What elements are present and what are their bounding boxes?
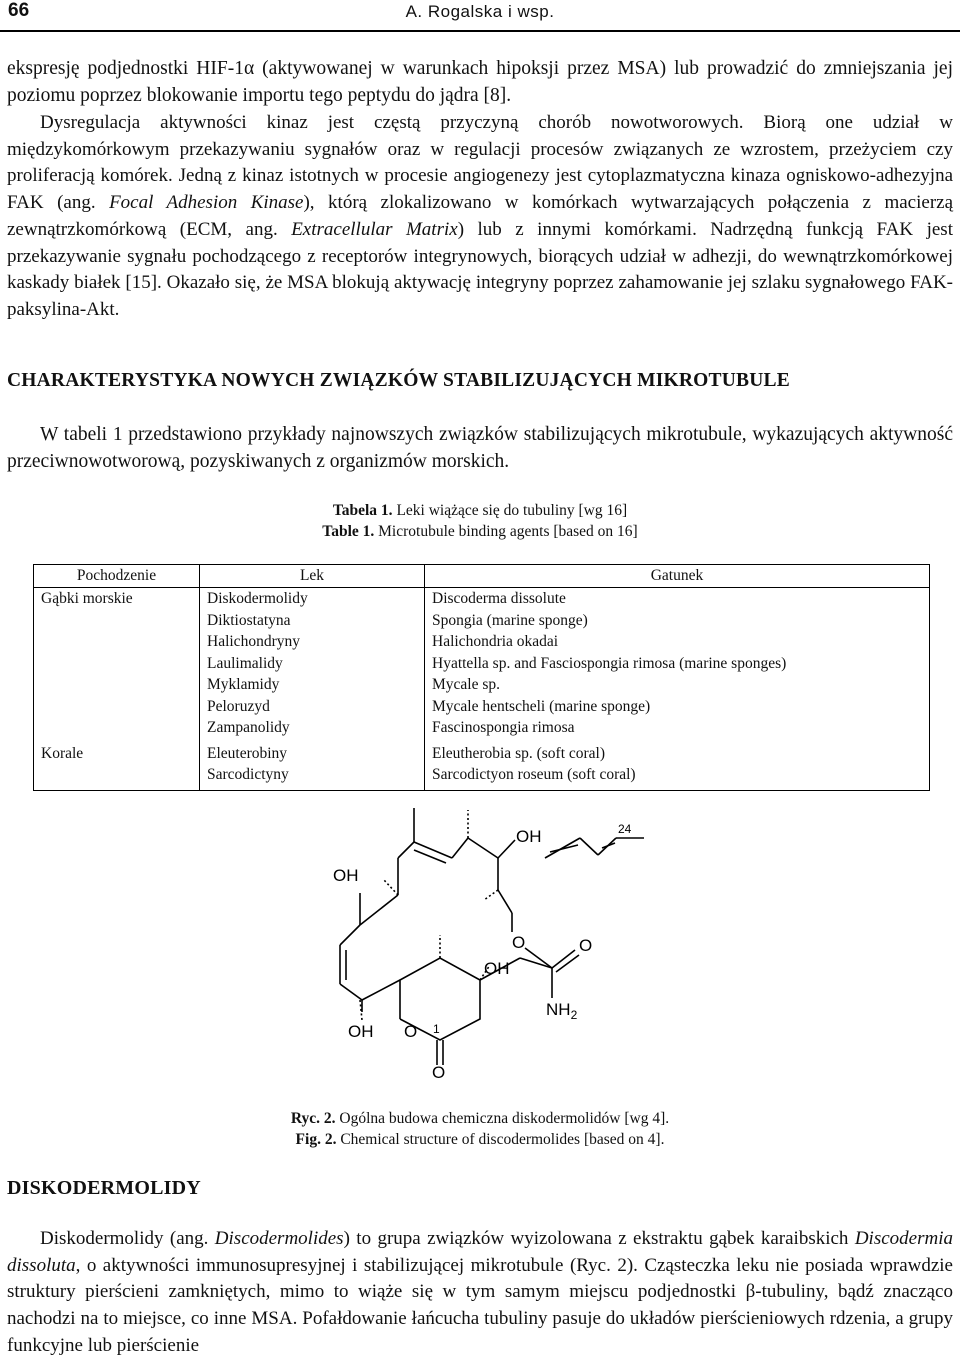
- drug-name: Eleuterobiny: [207, 744, 288, 762]
- section-2-paragraph: [7, 1226, 953, 1360]
- ester-oxygen-label: O: [512, 933, 526, 952]
- carbonyl-oxygen-label: O: [579, 936, 593, 955]
- drug-name: Peloruzyd: [207, 697, 270, 715]
- term-discodermolides: Discodermolides: [214, 1228, 344, 1249]
- chain-bond: [580, 838, 598, 855]
- carbamate-bond: [525, 948, 552, 968]
- chain-bond: [362, 980, 400, 1000]
- oh-label: OH: [333, 866, 359, 885]
- double-bond: [602, 843, 615, 848]
- structure-labels: [333, 822, 632, 1082]
- table-header-origin: Pochodzenie: [34, 565, 200, 588]
- chain-bond: [498, 890, 512, 913]
- chain-bond: [545, 838, 580, 858]
- figure-caption-pl-label: Ryc. 2.: [290, 1110, 336, 1127]
- term-discodermia-dissoluta: Discodermia dissoluta: [7, 1228, 953, 1276]
- section-1-paragraph: W tabeli 1 przedstawiono przykłady najnowszych związków stabilizujących mikrotubule, wykazujących aktywność przeciwnowotworową, pozyskiwanych z organizmów morskich.: [7, 424, 953, 472]
- table-caption-pl-label: Tabela 1.: [332, 502, 393, 519]
- figure-caption-pl-text: Ogólna budowa chemiczna diskodermolidów [wg 4].: [339, 1110, 670, 1127]
- oh-label: OH: [484, 959, 510, 978]
- drug-name: Laulimalidy: [207, 654, 283, 672]
- term-extracellular-matrix: Extracellular Matrix: [291, 218, 458, 240]
- hashed-bond: [484, 890, 498, 900]
- section-2-part-c: , o aktywności immunosupresyjnej i stabilizującej mikrotubule (Ryc. 2). Cząsteczka leku nie posiada wprawdzie struktury pierścieni zamkniętych, mimo to wiąże się w tym samym miejscu podjednostki β-tubuliny, bądź znacząco nachodzi na to miejsce, co inne MSA. Pofałdowanie łańcucha tubuliny pasuje do układów pierścieniowych rdzenia, a grupy funkcyjne lub pierścienie: [7, 1254, 953, 1356]
- chain-bond: [498, 840, 515, 858]
- chain-bond: [520, 958, 552, 968]
- species-name: Mycale hentscheli (marine sponge): [432, 697, 651, 715]
- chain-bond: [360, 895, 398, 925]
- page-number: 66: [8, 0, 30, 21]
- figure-caption-pl: [0, 1108, 960, 1129]
- oh-label: OH: [516, 827, 542, 846]
- table-caption-en-text: Microtubule binding agents [based on 16]: [378, 523, 638, 540]
- carbamate-bond: [556, 955, 579, 972]
- running-title: A. Rogalska i wsp.: [405, 2, 555, 21]
- figure-caption-en-label: Fig. 2.: [295, 1131, 337, 1148]
- carbamate-bond: [552, 950, 575, 968]
- c24-label: 24: [618, 822, 632, 836]
- drug-name: Diktiostatyna: [207, 611, 291, 629]
- chain-bond: [340, 984, 362, 1000]
- table-header-drug: Lek: [200, 565, 425, 588]
- species-name: Halichondria okadai: [432, 633, 559, 650]
- stereo-bonds: [360, 810, 498, 1020]
- section-heading-new-compounds: CHARAKTERYSTYKA NOWYCH ZWIĄZKÓW STABILIZUJĄCYCH MIKROTUBULE: [7, 370, 790, 391]
- paragraph-2-part1: Dysregulacja aktywności kinaz jest częstą przyczyną chorób nowotworowych. Biorą one udział w międzykomórkowym przekazywaniu sygnałów oraz w regulacji procesów związanych ze wzrostem, przeżyciem czy proliferacją komórek. Jedną z kinaz istotnych w procesie angiogenezy jest cytoplazmatyczna kinaza ogniskowo-adhezyjna FAK (ang.: [7, 112, 953, 214]
- drug-name: Zampanolidy: [207, 719, 290, 736]
- double-bond: [550, 845, 578, 852]
- table-header-species: Gatunek: [425, 565, 930, 588]
- chain-bond: [398, 842, 414, 858]
- table-caption-en-label: Table 1.: [322, 523, 375, 540]
- section-2-part-b: ) to grupa związków wyizolowana z ekstraktu gąbek karaibskich: [343, 1228, 855, 1249]
- nh-subscript: 2: [570, 1008, 578, 1022]
- drug-name: Halichondryny: [207, 633, 300, 650]
- paragraph-2-part2: ), którą zlokalizowano w komórkach wytwarzających połączenia z macierzą zewnątrzkomórkową (ECM, ang.: [7, 192, 954, 240]
- chain-bond: [340, 925, 360, 945]
- nh-text: NH: [546, 1000, 571, 1019]
- figure-caption-en: [0, 1129, 960, 1150]
- structure-bonds: [340, 808, 644, 1065]
- paragraph-2-part3: ) lub z innymi komórkami. Nadrzędną funkcją FAK jest przekazywanie sygnału pochodzącego z receptorów integrynowych, biorących udział w adhezji, do wewnątrzkomórkowej kaskady białek [15]. Okazało się, że MSA blokują aktywację integryny poprzez zahamowanie jej szlaku sygnałowego FAK-paksylina-Akt.: [7, 218, 953, 320]
- species-name: Eleutherobia sp. (soft coral): [432, 744, 606, 762]
- species-name: Mycale sp.: [432, 676, 501, 693]
- figure-caption-en-text: Chemical structure of discodermolides [based on 4].: [340, 1131, 665, 1148]
- paragraph-1: ekspresję podjednostki HIF-1α (aktywowanej w warunkach hipoksji przez MSA) lub prowadzić do zmniejszania jej poziomu poprzez blokowanie importu tego peptydu do jądra [8].: [7, 58, 953, 106]
- table-cell-origin: Korale: [34, 743, 200, 791]
- oh-label: OH: [348, 1022, 374, 1041]
- table-cell-origin: Gąbki morskie: [34, 588, 200, 743]
- nh2-label: [546, 1000, 578, 1022]
- table-caption-pl-text: Leki wiążące się do tubuliny [wg 16]: [396, 502, 628, 519]
- species-name: Sarcodictyon roseum (soft coral): [432, 766, 636, 783]
- section-2-part-a: Diskodermolidy (ang.: [40, 1228, 215, 1249]
- chain-bond: [414, 842, 452, 858]
- c1-label: 1: [433, 1022, 440, 1036]
- chain-bond: [452, 838, 468, 858]
- double-bond: [414, 850, 446, 863]
- species-name: Spongia (marine sponge): [432, 611, 588, 629]
- term-focal-adhesion-kinase: Focal Adhesion Kinase: [109, 192, 304, 214]
- species-name: Discoderma dissolute: [432, 590, 566, 607]
- section-heading-discodermolides: DISKODERMOLIDY: [7, 1177, 201, 1199]
- drug-name: Sarcodictyny: [207, 766, 289, 783]
- lactone-oxygen-label: O: [432, 1063, 446, 1082]
- species-name: Fascinospongia rimosa: [432, 719, 575, 736]
- species-name: Hyattella sp. and Fasciospongia rimosa (marine sponges): [432, 654, 787, 672]
- ring-oxygen-label: O: [404, 1022, 418, 1041]
- hashed-bond: [384, 880, 398, 895]
- drug-name: Diskodermolidy: [207, 590, 308, 607]
- chain-bond: [468, 838, 498, 858]
- drug-name: Myklamidy: [207, 676, 280, 693]
